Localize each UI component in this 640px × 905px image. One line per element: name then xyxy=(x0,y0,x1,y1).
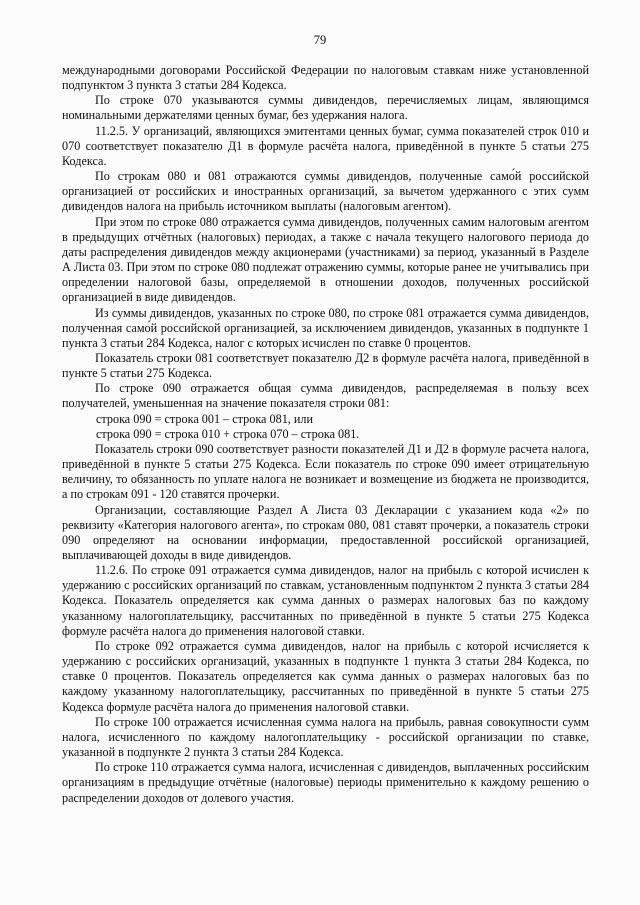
paragraph: международными договорами Российской Федерации по налоговым ставкам ниже установленной подпунктом 3 пункта 3 статьи 284 Кодекса. xyxy=(62,63,589,93)
paragraph: По строке 100 отражается исчисленная сумма налога на прибыль, равная совокупности сумм налога, исчисленного по каждому налогоплательщику - российской организации по ставке, указанной в подпункте 2 пункта 3 статьи 284 Кодекса. xyxy=(62,714,589,760)
paragraph: По строке 110 отражается сумма налога, исчисленная с дивидендов, выплаченных российским организациям в предыдущие отчётные (налоговые) периоды применительно к каждому решению о распределении доходов от долевого участия. xyxy=(62,760,589,805)
formula-line: строка 090 = строка 010 + строка 070 – строка 081. xyxy=(96,426,360,441)
paragraph: По строкам 080 и 081 отражаются суммы дивидендов, полученные само́й российской организацией от российских и иностранных организаций, за вычетом удержанного с этих сумм дивидендов налога на прибыль источником выплаты (налоговым агентом). xyxy=(62,169,589,214)
paragraph: Показатель строки 081 соответствует показателю Д2 в формуле расчёта налога, приведённой в пункте 5 статьи 275 Кодекса. xyxy=(62,350,589,381)
document-body xyxy=(62,63,589,806)
paragraph: По строке 070 указываются суммы дивидендов, перечисляемых лицам, являющимся номинальными держателями ценных бумаг, без удержания налога. xyxy=(62,93,589,123)
paragraph: Организации, составляющие Раздел А Листа 03 Декларации с указанием кода «2» по реквизиту «Категория налогового агента», по строкам 080, 081 ставят прочерки, а показатель строки 090 определяют на основании информации, предоставленной российской организацией, выплачивающей доходы в виде дивидендов. xyxy=(62,502,589,562)
page-number: 79 xyxy=(313,33,327,47)
paragraph: По строке 090 отражается общая сумма дивидендов, распределяемая в пользу всех получателей, уменьшенная на значение показателя строки 081: xyxy=(62,381,589,411)
paragraph: При этом по строке 080 отражается сумма дивидендов, полученных самим налоговым агентом в предыдущих отчётных (налоговых) периодах, а также с начала текущего налогового периода до даты распределения дивидендов между акционерами (участниками) за период, указанный в Разделе А Листа 03. При этом по строке 080 подлежат отражению суммы, которые ранее не учитывались при определении налоговой базы, определяемой в отношении доходов, полученных российской организацией в виде дивидендов. xyxy=(62,214,589,305)
paragraph: Показатель строки 090 соответствует разности показателей Д1 и Д2 в формуле расчета налога, приведённой в пункте 5 статьи 275 Кодекса. Если показатель по строке 090 имеет отрицательную величину, то обязанность по уплате налога не возникает и возмещение из бюджета не производится, а по строкам 091 - 120 ставятся прочерки. xyxy=(62,441,589,502)
paragraph: Из суммы дивидендов, указанных по строке 080, по строке 081 отражается сумма дивидендов, полученная само́й российской организацией, за исключением дивидендов, указанных в подпункте 1 пункта 3 статьи 284 Кодекса, налог с которых исчислен по ставке 0 процентов. xyxy=(62,305,589,350)
paragraph: 11.2.6. По строке 091 отражается сумма дивидендов, налог на прибыль с которой исчислен к удержанию с российских организаций по ставкам, установленным подпунктом 2 пункта 3 статьи 284 Кодекса. Показатель определяется как сумма данных о размерах налоговых баз по каждому указанному налогоплательщику, рассчитанных по приведённой в пункте 5 статьи 275 Кодекса формуле расчёта налога до применения налоговой ставки. xyxy=(62,563,589,638)
formula-line: строка 090 = строка 001 – строка 081, или xyxy=(96,411,314,426)
paragraph: По строке 092 отражается сумма дивидендов, налог на прибыль с которой исчисляется к удержанию с российских организаций, указанных в подпункте 1 пункта 3 статьи 284 Кодекса, по ставке 0 процентов. Показатель определяется как сумма данных о размерах налоговых баз по каждому указанному налогоплательщику, рассчитанных по приведённой в пункте 5 статьи 275 Кодекса формуле расчёта налога до применения налоговой ставки. xyxy=(62,638,589,714)
paragraph: 11.2.5. У организаций, являющихся эмитентами ценных бумаг, сумма показателей строк 010 и 070 соответствует показателю Д1 в формуле расчёта налога, приведённой в пункте 5 статьи 275 Кодекса. xyxy=(62,123,589,168)
